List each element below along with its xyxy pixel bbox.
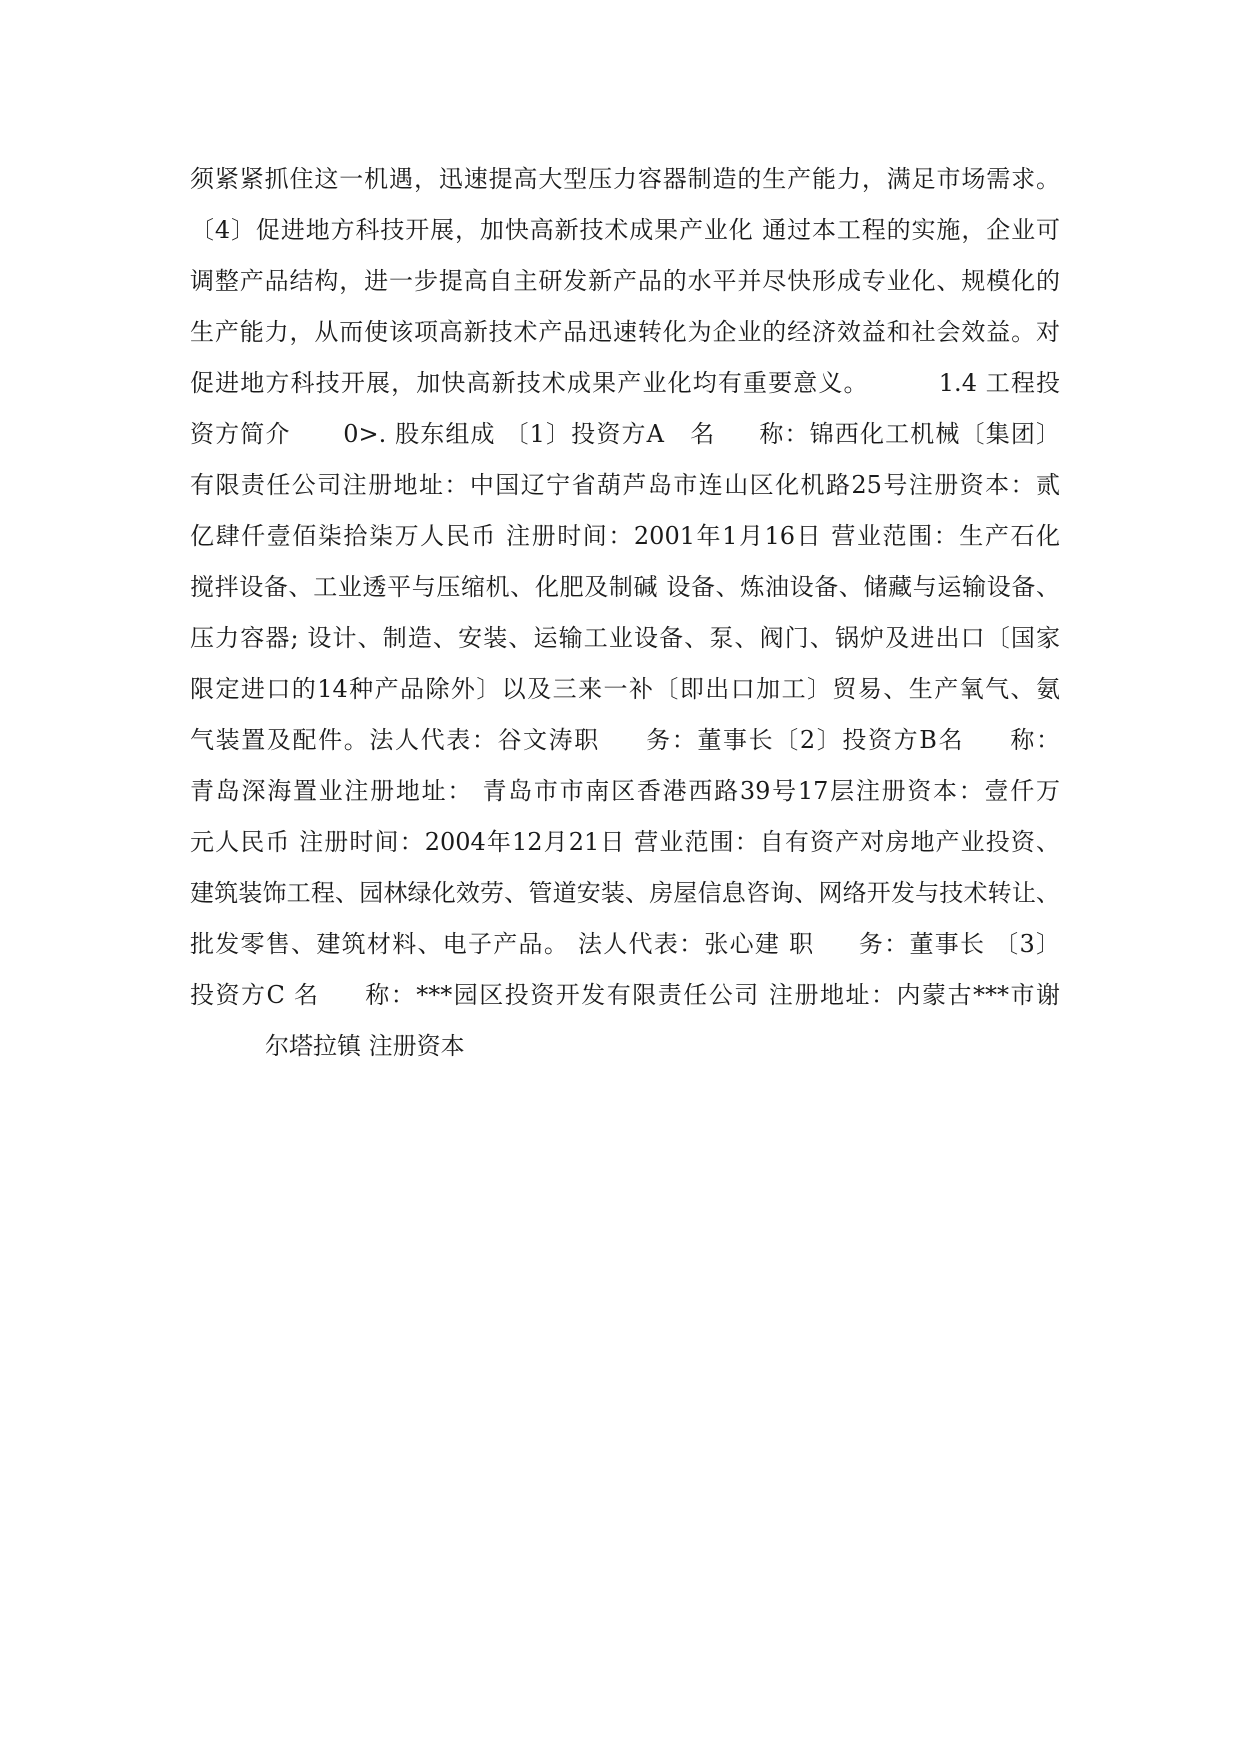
paragraph-line: 有限责任公司注册地址：中国辽宁省葫芦岛市连山区化机路25号注册资本：贰 (190, 471, 1060, 499)
paragraph-line: 调整产品结构，进一步提高自主研发新产品的水平并尽快形成专业化、规模化的 (190, 267, 1060, 295)
paragraph-line: 搅拌设备、工业透平与压缩机、化肥及制碱 设备、炼油设备、储藏与运输设备、 (190, 573, 1060, 601)
paragraph-line: 生产能力，从而使该项高新技术产品迅速转化为企业的经济效益和社会效益。对 (190, 318, 1060, 346)
paragraph-line: 促进地方科技开展，加快高新技术成果产业化均有重要意义。 1.4 工程投 (190, 369, 1060, 397)
paragraph-line: 元人民币 注册时间：2004年12月21日 营业范围：自有资产对房地产业投资、 (190, 828, 1060, 856)
paragraph-line: 气装置及配件。法人代表：谷文涛职 务：董事长〔2〕投资方B名 称： (190, 726, 1060, 754)
paragraph-line: 投资方C 名 称：***园区投资开发有限责任公司 注册地址：内蒙古***市谢 (190, 981, 1060, 1009)
paragraph-line-last: 尔塔拉镇 注册资本 (265, 1032, 465, 1060)
paragraph-line: 批发零售、建筑材料、电子产品。 法人代表：张心建 职 务：董事长 〔3〕 (190, 930, 1060, 958)
paragraph-line: 青岛深海置业注册地址： 青岛市市南区香港西路39号17层注册资本：壹仟万 (190, 777, 1060, 805)
paragraph-line: 限定进口的14种产品除外〕以及三来一补〔即出口加工〕贸易、生产氧气、氨 (190, 675, 1060, 703)
paragraph-line: 资方简介 0>. 股东组成 〔1〕投资方A 名 称：锦西化工机械〔集团〕 (190, 420, 1060, 448)
paragraph-line: 建筑装饰工程、园林绿化效劳、管道安装、房屋信息咨询、网络开发与技术转让、 (190, 879, 1060, 907)
paragraph-line: 须紧紧抓住这一机遇，迅速提高大型压力容器制造的生产能力，满足市场需求。 (190, 165, 1060, 193)
paragraph-line: 压力容器; 设计、制造、安装、运输工业设备、泵、阀门、锅炉及进出口〔国家 (190, 624, 1060, 652)
paragraph-line: 〔4〕促进地方科技开展，加快高新技术成果产业化 通过本工程的实施，企业可 (190, 216, 1060, 244)
paragraph-line: 亿肆仟壹佰柒拾柒万人民币 注册时间：2001年1月16日 营业范围：生产石化 (190, 522, 1060, 550)
